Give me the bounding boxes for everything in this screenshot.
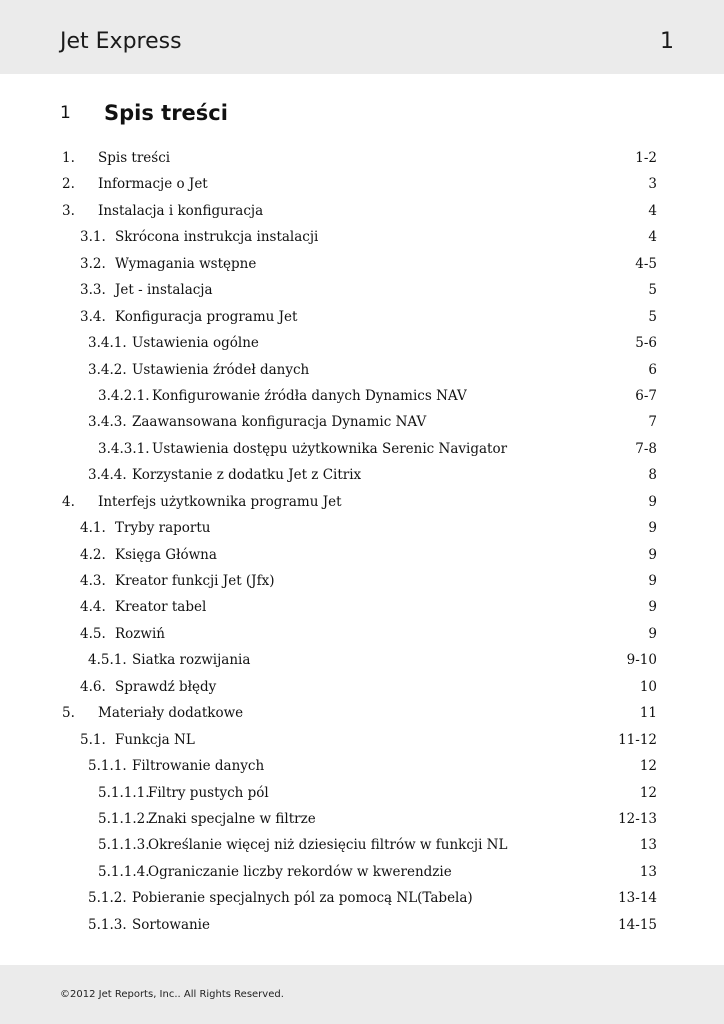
toc-entry[interactable] [0, 832, 724, 858]
toc-entry-title: Filtry pustych pól [148, 784, 269, 801]
toc-entry-title: Pobieranie specjalnych pól za pomocą NL(Tabela) [132, 890, 473, 907]
toc-entry-title: Skrócona instrukcja instalacji [115, 229, 319, 246]
toc-entry[interactable] [0, 277, 724, 303]
toc-entry-title: Siatka rozwijania [132, 652, 251, 669]
toc-entry-page: 9-10 [626, 652, 657, 669]
toc-entry-number: 3.4.2. [88, 361, 127, 378]
toc-entry[interactable] [0, 409, 724, 435]
toc-entry-page: 11-12 [618, 731, 657, 748]
toc-entry-title: Zaawansowana konfiguracja Dynamic NAV [132, 414, 427, 431]
toc-entry-title: Konfigurowanie źródła danych Dynamics NAV [152, 387, 467, 404]
toc-entry-number: 4.1. [80, 520, 106, 537]
toc-entry-title: Instalacja i konfiguracja [98, 202, 264, 219]
toc-entry-title: Jet - instalacja [115, 282, 213, 299]
section-number: 1 [60, 103, 71, 123]
toc-entry[interactable] [0, 383, 724, 409]
toc-entry[interactable] [0, 859, 724, 885]
toc-entry[interactable] [0, 304, 724, 330]
toc-entry[interactable] [0, 753, 724, 779]
toc-entry-title: Sprawdź błędy [115, 678, 217, 695]
toc-entry-number: 4.3. [80, 573, 106, 589]
toc-entry-page: 13 [639, 837, 657, 854]
toc-entry-title: Funkcja NL [115, 731, 195, 748]
toc-entry-page: 11 [639, 705, 657, 722]
toc-entry-page: 6 [648, 361, 657, 378]
toc-entry[interactable] [0, 489, 724, 515]
toc-entry-page: 10 [639, 678, 657, 695]
toc-entry-number: 4.5.1. [88, 652, 127, 669]
toc-entry-page: 1-2 [635, 150, 657, 166]
toc-entry-page: 3 [648, 176, 657, 193]
toc-entry-number: 5.1.1.1. [98, 784, 150, 801]
toc-entry[interactable] [0, 330, 724, 356]
toc-entry-page: 9 [648, 599, 657, 616]
toc-entry-title: Konfiguracja programu Jet [115, 308, 298, 325]
toc-entry-page: 13 [639, 863, 657, 880]
toc-entry-number: 5.1.1.2. [98, 810, 150, 827]
toc-entry[interactable] [0, 171, 724, 197]
toc-entry-title: Informacje o Jet [98, 176, 208, 193]
toc-entry-title: Określanie więcej niż dziesięciu filtrów w funkcji NL [148, 837, 508, 854]
toc-entry-title: Ustawienia dostępu użytkownika Serenic Navigator [152, 440, 508, 457]
toc-entry-number: 3.2. [80, 255, 106, 272]
toc-entry-number: 3.4. [80, 308, 106, 325]
toc-entry[interactable] [0, 436, 724, 462]
page-header [0, 0, 724, 74]
toc-entry-title: Ustawienia ogólne [132, 335, 259, 352]
toc-entry[interactable] [0, 727, 724, 753]
toc-entry-number: 5.1.1.4. [98, 863, 150, 880]
toc-entry[interactable] [0, 251, 724, 277]
toc-entry-title: Filtrowanie danych [132, 758, 265, 775]
toc-entry-page: 8 [648, 467, 657, 484]
toc-entry[interactable] [0, 674, 724, 700]
toc-entry-number: 4.4. [80, 599, 106, 616]
toc-entry-title: Materiały dodatkowe [98, 705, 244, 722]
toc-entry-title: Korzystanie z dodatku Jet z Citrix [132, 467, 362, 484]
toc-entry-title: Sortowanie [132, 916, 210, 933]
toc-entry-page: 4 [648, 202, 657, 219]
toc-entry[interactable] [0, 806, 724, 832]
toc-entry-number: 5.1. [80, 731, 106, 748]
toc-entry-number: 3.4.2.1. [98, 387, 150, 404]
toc-entry[interactable] [0, 515, 724, 541]
toc-entry-number: 3.4.3.1. [98, 440, 150, 457]
toc-entry-title: Ustawienia źródeł danych [132, 361, 310, 378]
toc-entry-title: Ograniczanie liczby rekordów w kwerendzie [148, 863, 452, 880]
document-title: Jet Express [60, 29, 182, 54]
toc-entry-page: 12 [639, 758, 657, 775]
toc-entry-number: 1. [62, 150, 75, 166]
toc-entry-number: 5.1.1. [88, 758, 127, 775]
toc-entry-page: 7-8 [635, 440, 657, 457]
toc-entry-number: 4.5. [80, 625, 106, 642]
toc-entry-number: 3.1. [80, 229, 106, 246]
toc-entry-number: 3.4.3. [88, 414, 127, 431]
toc-entry-number: 5.1.1.3. [98, 837, 150, 854]
toc-entry-number: 3.3. [80, 282, 106, 299]
toc-entry[interactable] [0, 780, 724, 806]
toc-entry-number: 2. [62, 176, 75, 193]
toc-entry[interactable] [0, 357, 724, 383]
toc-entry[interactable] [0, 912, 724, 938]
toc-entry-page: 9 [648, 573, 657, 589]
toc-entry-page: 14-15 [618, 916, 657, 933]
toc-entry-page: 5 [648, 282, 657, 299]
toc-entry[interactable] [0, 594, 724, 620]
toc-entry-title: Kreator tabel [115, 599, 207, 616]
toc-entry-title: Wymagania wstępne [115, 255, 257, 272]
toc-entry-number: 5.1.2. [88, 890, 127, 907]
toc-entry[interactable] [0, 621, 724, 647]
table-of-contents [0, 145, 724, 938]
page-number: 1 [660, 29, 674, 54]
toc-entry-title: Rozwiń [115, 625, 165, 642]
toc-entry-page: 4-5 [635, 255, 657, 272]
copyright-notice: ©2012 Jet Reports, Inc.. All Rights Reserved. [60, 989, 284, 1000]
toc-entry-number: 5. [62, 705, 75, 722]
toc-entry[interactable] [0, 542, 724, 568]
toc-entry-number: 3. [62, 202, 75, 219]
toc-entry[interactable] [0, 224, 724, 250]
toc-entry-page: 6-7 [635, 387, 657, 404]
toc-entry[interactable] [0, 145, 724, 171]
toc-entry-title: Spis treści [98, 150, 171, 166]
toc-entry-title: Znaki specjalne w filtrze [148, 810, 316, 827]
toc-entry[interactable] [0, 700, 724, 726]
toc-entry-page: 9 [648, 493, 657, 510]
toc-entry-title: Księga Główna [115, 546, 217, 563]
toc-entry-page: 7 [648, 414, 657, 431]
toc-entry-page: 12-13 [618, 810, 657, 827]
toc-entry[interactable] [0, 885, 724, 911]
toc-entry-page: 5 [648, 308, 657, 325]
toc-entry[interactable] [0, 647, 724, 673]
toc-entry-page: 12 [639, 784, 657, 801]
toc-entry[interactable] [0, 198, 724, 224]
toc-entry-title: Interfejs użytkownika programu Jet [98, 493, 342, 510]
page-footer [0, 965, 724, 1024]
toc-entry-number: 3.4.1. [88, 335, 127, 352]
toc-entry-page: 13-14 [618, 890, 657, 907]
toc-entry-page: 9 [648, 520, 657, 537]
toc-entry-number: 3.4.4. [88, 467, 127, 484]
toc-entry-title: Tryby raportu [115, 520, 211, 537]
toc-entry-page: 4 [648, 229, 657, 246]
toc-entry-page: 5-6 [635, 335, 657, 352]
toc-entry-number: 5.1.3. [88, 916, 127, 933]
toc-entry-number: 4.2. [80, 546, 106, 563]
toc-entry-number: 4.6. [80, 678, 106, 695]
section-title: Spis treści [104, 101, 228, 125]
toc-entry-number: 4. [62, 493, 75, 510]
toc-entry[interactable] [0, 462, 724, 488]
toc-entry[interactable] [0, 568, 724, 594]
toc-entry-title: Kreator funkcji Jet (Jfx) [115, 573, 275, 589]
toc-entry-page: 9 [648, 625, 657, 642]
toc-entry-page: 9 [648, 546, 657, 563]
